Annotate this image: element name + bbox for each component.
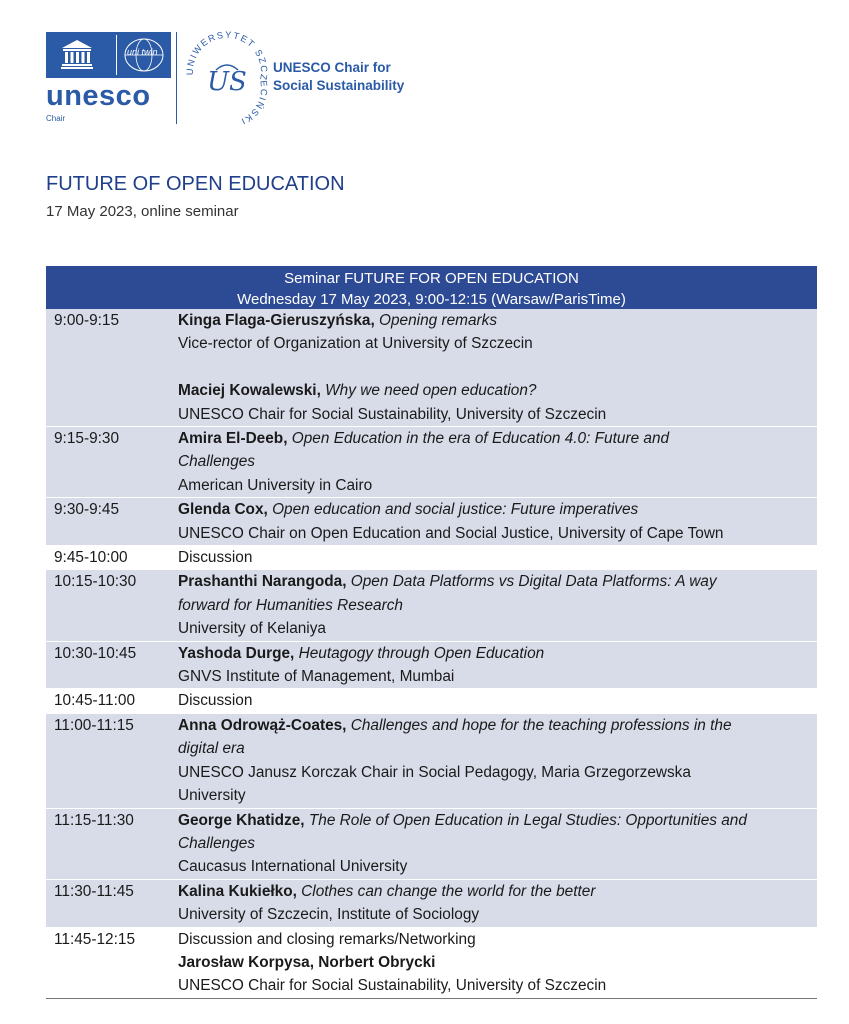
speaker-name: Jarosław Korpysa, Norbert Obrycki (178, 953, 436, 971)
table-row (46, 498, 817, 546)
chair-title (273, 59, 404, 95)
time-slot: 11:30-11:45 (54, 882, 134, 900)
unesco-logo-banner (46, 32, 171, 78)
speaker-name: Amira El-Deeb, (178, 430, 288, 448)
discussion-label: Discussion (178, 549, 253, 567)
time-slot: 9:30-9:45 (54, 501, 120, 519)
chair-label: Chair (46, 114, 66, 123)
talk-title-continued: Challenges (178, 453, 256, 471)
affiliation: UNESCO Chair for Social Sustainability, University of Szczecin (178, 405, 607, 423)
talk-title: Challenges and hope for the teaching professions in the (350, 716, 732, 734)
unitwin-globe-icon (116, 35, 169, 75)
session-details (171, 642, 817, 689)
table-row (46, 689, 817, 713)
seal-monogram: US (207, 67, 247, 97)
time-slot: 11:15-11:30 (54, 811, 134, 829)
page-title: FUTURE OF OPEN EDUCATION (46, 173, 345, 195)
temple-icon (60, 38, 94, 70)
speaker-name: Glenda Cox, (178, 501, 268, 519)
session-details (171, 928, 817, 998)
talk-title: Open Data Platforms vs Digital Data Platforms: A way (350, 573, 717, 591)
time-slot: 11:45-12:15 (54, 930, 136, 948)
unesco-logo (46, 32, 171, 125)
chair-title-line2: Social Sustainability (273, 78, 405, 93)
time-slot: 9:00-9:15 (54, 312, 120, 329)
table-row (46, 309, 817, 427)
university-seal (180, 30, 274, 124)
program-header-line1: Seminar FUTURE FOR OPEN EDUCATION (284, 270, 579, 287)
talk-title: Heutagogy through Open Education (298, 644, 545, 662)
speaker-name: George Khatidze, (178, 811, 305, 829)
table-row (46, 714, 817, 809)
session-details (171, 427, 817, 497)
speaker-name: Prashanthi Narangoda, (178, 573, 347, 591)
time-slot: 9:45-10:00 (54, 549, 128, 567)
affiliation: Caucasus International University (178, 858, 408, 876)
seal-ring-text: UNIWERSYTET SZCZECIŃSKI (184, 30, 270, 124)
time-slot: 10:15-10:30 (54, 573, 137, 591)
affiliation: UNESCO Chair on Open Education and Social Justice, University of Cape Town (178, 524, 724, 542)
session-details (171, 714, 817, 808)
table-row (46, 809, 817, 880)
chair-title-line1: UNESCO Chair for (273, 60, 391, 75)
time-slot: 10:30-10:45 (54, 644, 137, 662)
table-row (46, 546, 817, 570)
table-row (46, 427, 817, 498)
session-details (171, 498, 817, 545)
time-slot: 11:00-11:15 (54, 716, 134, 734)
logo-divider (176, 32, 177, 124)
discussion-label: Discussion (178, 692, 253, 710)
affiliation: UNESCO Janusz Korczak Chair in Social Pedagogy, Maria Grzegorzewska (178, 763, 691, 781)
affiliation: American University in Cairo (178, 476, 373, 494)
unitwin-label: uni twin (127, 47, 158, 57)
affiliation: UNESCO Chair for Social Sustainability, University of Szczecin (178, 977, 607, 995)
talk-title: Open Education in the era of Education 4.0: Future and (291, 430, 670, 448)
talk-title: Opening remarks (379, 312, 498, 329)
speaker-name: Maciej Kowalewski, (178, 382, 321, 400)
table-row (46, 642, 817, 690)
page-subtitle: 17 May 2023, online seminar (46, 203, 239, 220)
talk-title: Open education and social justice: Future imperatives (272, 501, 639, 519)
program-header-line2: Wednesday 17 May 2023, 9:00-12:15 (Warsaw/ParisTime) (237, 291, 626, 308)
session-details (171, 880, 817, 927)
affiliation: Vice-rector of Organization at University of Szczecin (178, 335, 533, 353)
talk-title-continued: digital era (178, 740, 245, 758)
unesco-wordmark: unesco (46, 80, 151, 112)
speaker-name: Kinga Flaga-Gieruszyńska, (178, 312, 375, 329)
program-table (46, 266, 817, 999)
program-table-header (46, 266, 817, 309)
table-row (46, 570, 817, 641)
time-slot: 9:15-9:30 (54, 430, 120, 448)
session-details (171, 309, 817, 426)
affiliation: University of Kelaniya (178, 620, 326, 638)
speaker-name: Kalina Kukiełko, (178, 882, 297, 900)
affiliation-continued: University (178, 787, 246, 805)
table-row (46, 928, 817, 999)
session-details (171, 570, 817, 640)
talk-title: Clothes can change the world for the better (301, 882, 596, 900)
closing-label: Discussion and closing remarks/Networking (178, 930, 476, 948)
talk-title: The Role of Open Education in Legal Studies: Opportunities and (308, 811, 747, 829)
speaker-name: Yashoda Durge, (178, 644, 295, 662)
talk-title-continued: forward for Humanities Research (178, 596, 403, 614)
affiliation: GNVS Institute of Management, Mumbai (178, 668, 455, 686)
time-slot: 10:45-11:00 (54, 692, 136, 710)
speaker-name: Anna Odrowąż-Coates, (178, 716, 347, 734)
talk-title: Why we need open education? (325, 382, 537, 400)
session-details (171, 809, 817, 879)
table-row (46, 880, 817, 928)
affiliation: University of Szczecin, Institute of Sociology (178, 906, 480, 924)
talk-title-continued: Challenges (178, 834, 256, 852)
